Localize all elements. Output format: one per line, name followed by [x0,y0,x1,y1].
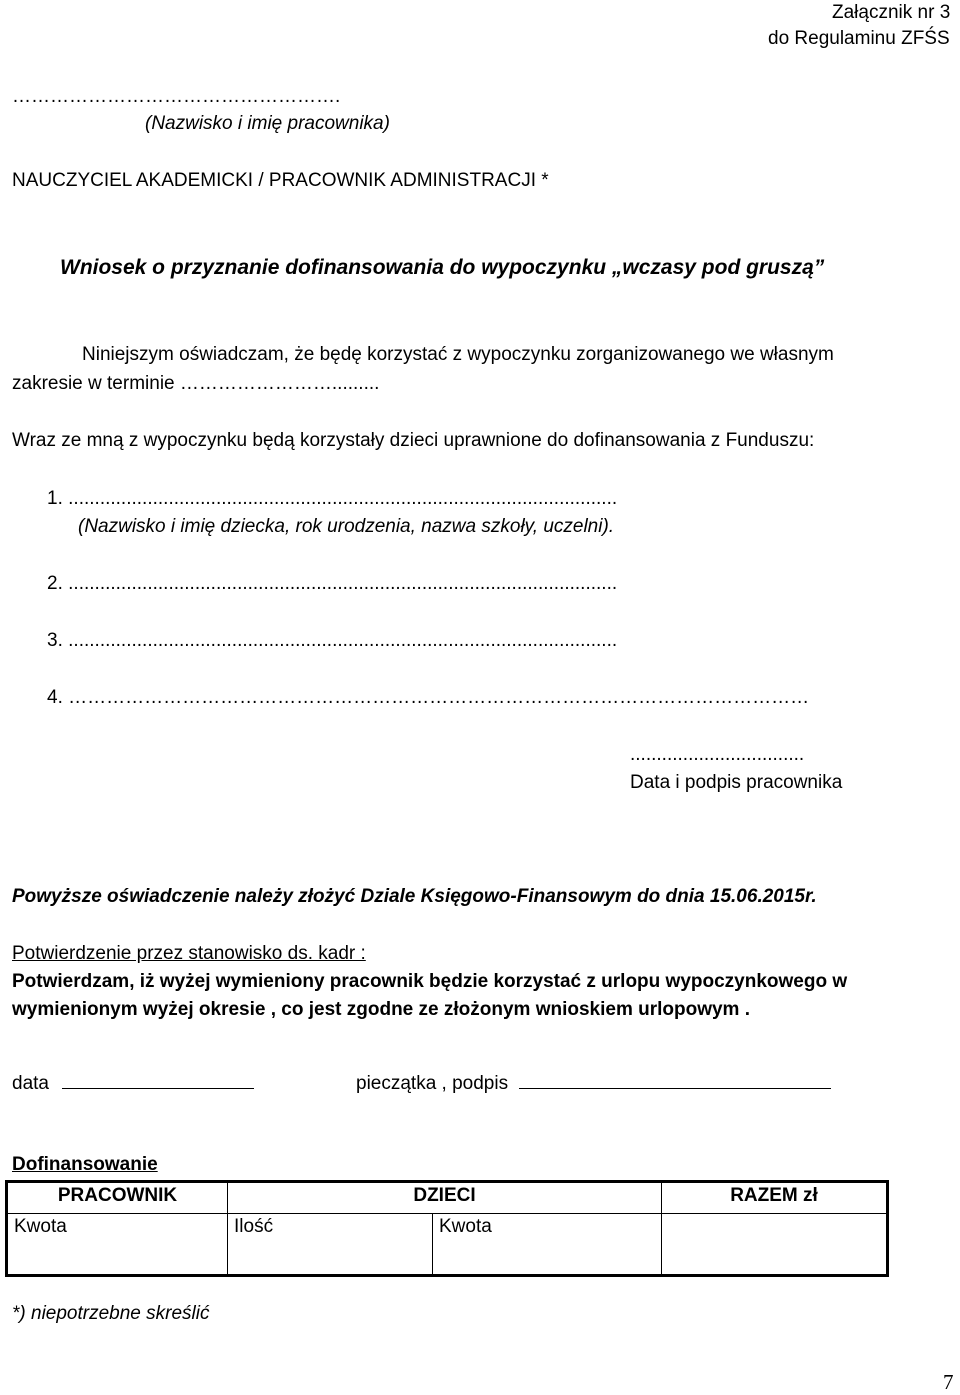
signature-field[interactable]: ................................. [630,744,805,765]
child-field[interactable]: ……………………………………………………………………………………………………… [68,687,810,708]
confirmation-line-1: Potwierdzam, iż wyżej wymieniony pracownik będzie korzystać z urlopu wypoczynkowego w [12,971,848,992]
children-amount-cell[interactable]: Kwota [433,1214,662,1276]
child-field[interactable]: ........................................................................................................ [68,630,618,651]
employee-name-field[interactable]: ……………………………………………. [12,86,341,107]
header-total: RAZEM zł [662,1182,888,1214]
child-item-4 [47,687,809,709]
child-caption: (Nazwisko i imię dziecka, rok urodzenia, nazwa szkoły, uczelni). [78,516,615,537]
confirmation-line-2: wymienionym wyżej okresie , co jest zgodne ze złożonym wnioskiem urlopowym . [12,999,751,1020]
children-intro: Wraz ze mną z wypoczynku będą korzystały dzieci uprawnione do dofinansowania z Funduszu: [12,430,815,451]
page-title: Wniosek o przyznanie dofinansowania do wypoczynku „wczasy pod gruszą” [60,256,825,279]
date-field-group [12,1068,254,1095]
confirmation-heading: Potwierdzenie przez stanowisko ds. kadr : [12,943,366,964]
child-number: 1. [47,488,63,509]
page-number: 7 [943,1370,954,1394]
funding-header-row [7,1182,888,1214]
employee-amount-cell[interactable]: Kwota [7,1214,228,1276]
stamp-field-group [356,1068,831,1095]
footnote: *) niepotrzebne skreślić [12,1303,210,1324]
declaration-line-2 [12,373,379,395]
children-count-cell[interactable]: Ilość [228,1214,433,1276]
employee-category: NAUCZYCIEL AKADEMICKI / PRACOWNIK ADMINISTRACJI * [12,170,549,191]
declaration-line-1: Niniejszym oświadczam, że będę korzystać z wypoczynku zorganizowanego we własnym [82,344,834,365]
header-children: DZIECI [228,1182,662,1214]
date-label: data [12,1073,49,1094]
declaration-term-label: zakresie w terminie [12,373,180,394]
child-item-2 [47,573,617,595]
attachment-line-2: do Regulaminu ZFŚS [768,28,950,49]
funding-values-row [7,1214,888,1276]
attachment-line-1: Załącznik nr 3 [832,2,951,23]
header-employee: PRACOWNIK [7,1182,228,1214]
child-number: 3. [47,630,63,651]
stamp-signature-label: pieczątka , podpis [356,1073,509,1094]
employee-name-caption: (Nazwisko i imię pracownika) [145,113,390,134]
child-number: 2. [47,573,63,594]
declaration-term-field[interactable]: ……………………......... [179,373,380,394]
child-field[interactable]: ........................................................................................................ [68,488,618,509]
stamp-input-line[interactable] [519,1068,831,1089]
child-item-1 [47,488,617,510]
submission-notice: Powyższe oświadczenie należy złożyć Dziale Księgowo-Finansowym do dnia 15.06.2015r. [12,886,817,907]
total-cell[interactable] [662,1214,888,1276]
child-field[interactable]: ........................................................................................................ [68,573,618,594]
signature-caption: Data i podpis pracownika [630,772,843,793]
funding-table [5,1180,889,1277]
funding-title: Dofinansowanie [12,1154,158,1175]
child-number: 4. [47,687,63,708]
date-input-line[interactable] [62,1068,254,1089]
child-item-3 [47,630,617,652]
